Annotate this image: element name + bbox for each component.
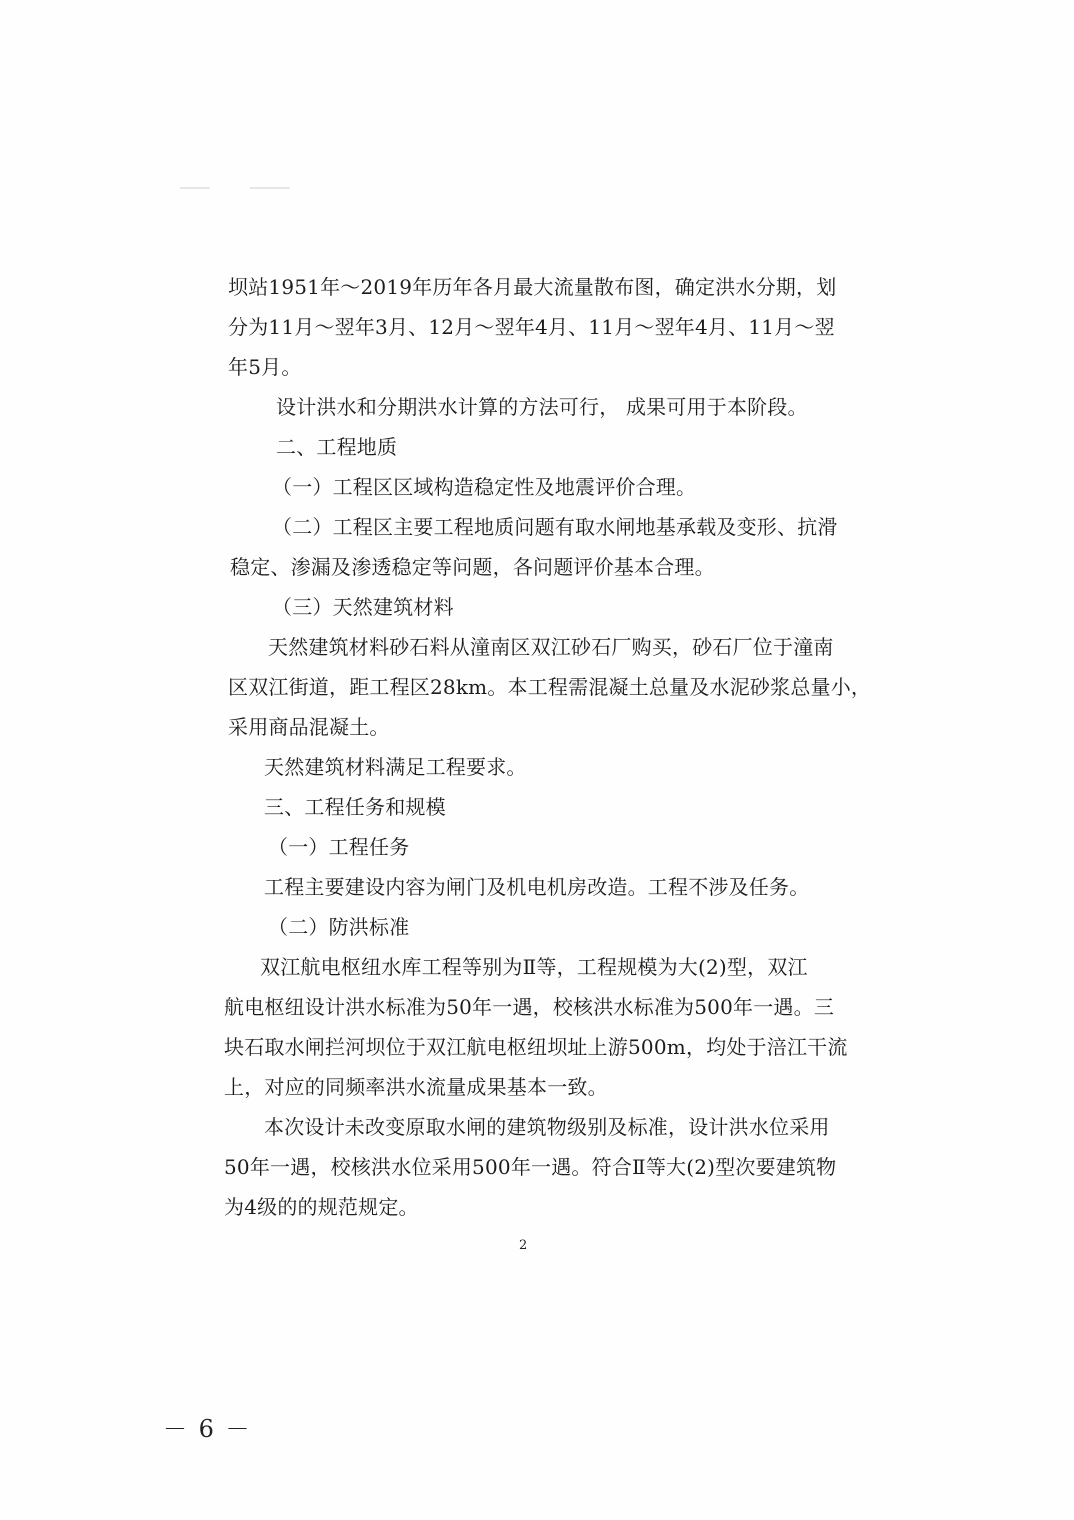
section-heading: 三、工程任务和规模	[264, 795, 446, 819]
text-line: 区双江街道，距工程区28km。本工程需混凝土总量及水泥砂浆总量小，	[228, 675, 872, 699]
inner-page-number: 2	[519, 1238, 528, 1253]
text-line: 50年一遇，校核洪水位采用500年一遇。符合Ⅱ等大(2)型次要建筑物	[224, 1155, 837, 1179]
text-line: 上，对应的同频率洪水流量成果基本一致。	[224, 1075, 608, 1099]
text-line: 分为11月～翌年3月、12月～翌年4月、11月～翌年4月、11月～翌	[228, 315, 835, 339]
text-line: 本次设计未改变原取水闸的建筑物级别及标准，设计洪水位采用	[264, 1115, 830, 1139]
subsection-heading: （一）工程区区域构造稳定性及地震评价合理。	[272, 475, 697, 499]
subsection-heading: （一）工程任务	[268, 835, 410, 859]
text-line: 年5月。	[228, 355, 302, 379]
subsection-heading: （三）天然建筑材料	[272, 595, 454, 619]
text-line: 航电枢纽设计洪水标准为50年一遇，校核洪水标准为500年一遇。三	[224, 995, 835, 1019]
scan-artifact	[250, 187, 290, 189]
text-line: 工程主要建设内容为闸门及机电机房改造。工程不涉及任务。	[264, 875, 810, 899]
text-line: 为4级的的规范规定。	[224, 1195, 419, 1219]
text-line: 设计洪水和分期洪水计算的方法可行， 成果可用于本阶段。	[276, 395, 808, 419]
subsection-heading: （二）防洪标准	[268, 915, 410, 939]
text-line: 采用商品混凝土。	[228, 715, 390, 739]
text-line: 天然建筑材料满足工程要求。	[264, 755, 527, 779]
text-line: 坝站1951年～2019年历年各月最大流量散布图，确定洪水分期，划	[228, 275, 837, 299]
text-line: 稳定、渗漏及渗透稳定等问题，各问题评价基本合理。	[230, 555, 715, 579]
section-heading: 二、工程地质	[276, 435, 398, 459]
outer-page-number: － 6 －	[163, 1415, 252, 1443]
text-line: （二）工程区主要工程地质问题有取水闸地基承载及变形、抗滑	[272, 515, 838, 539]
text-line: 块石取水闸拦河坝位于双江航电枢纽坝址上游500m，均处于涪江干流	[224, 1035, 848, 1059]
scan-artifact	[180, 187, 210, 189]
text-line: 天然建筑材料砂石料从潼南区双江砂石厂购买，砂石厂位于潼南	[268, 635, 834, 659]
text-line: 双江航电枢纽水库工程等别为Ⅱ等，工程规模为大(2)型，双江	[260, 955, 808, 979]
